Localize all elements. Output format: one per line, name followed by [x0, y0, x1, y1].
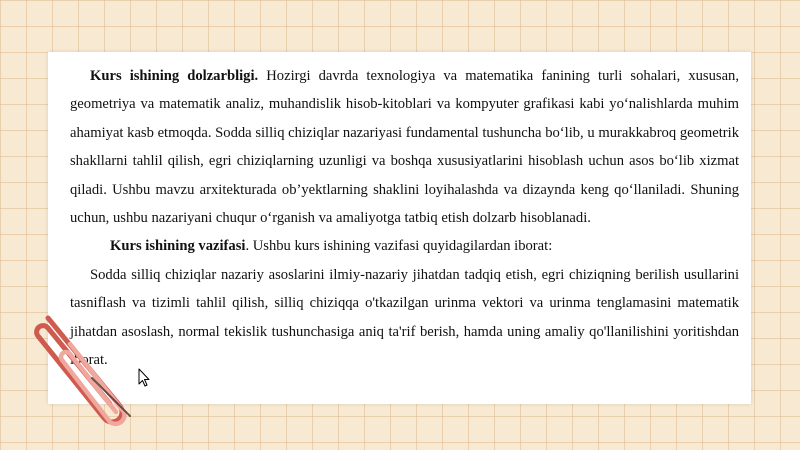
tasks-text: Sodda silliq chiziqlar nazariy asoslarini ilmiy-nazariy jihatdan tadqiq etish, egri chiziqning berilish usullarini tasniflash va tizimli tahlil qilish, silliq chiziqqa o'tkazilgan urinma vektori va urinma tenglamasini matematik jihatdan asoslash, normal tekislik tushunchasiga aniq ta'rif berish, hamda uning amaliy qo'llanilishini yoritishdan iborat. — [70, 266, 739, 369]
objectives-intro-text: . Ushbu kurs ishining vazifasi quyidagilardan iborat: — [245, 238, 553, 255]
paragraph-objectives — [70, 232, 739, 260]
paragraph-tasks — [70, 261, 739, 375]
document-body — [70, 62, 739, 374]
relevance-text: Hozirgi davrda texnologiya va matematika fanining turli sohalari, xususan, geometriya va matematik analiz, muhandislik hisob-kitoblari va kompyuter grafikasi kabi yo‘nalishlarda muhim ahamiyat kasb etmoqda. Sodda silliq chiziqlar nazariyasi fundamental tushuncha bo‘lib, u murakkabroq geometrik shakllarni tahlil qilish, egri chiziqlarning uzunligi va boshqa xususiyatlarini hisoblash uchun asos bo‘lib xizmat qiladi. Ushbu mavzu arxitekturada ob’yektlarning shaklini loyihalashda va dizaynda keng qo‘llaniladi. Shuning uchun, ushbu nazariyani chuqur o‘rganish va amaliyotga tatbiq etish dolzarb hisoblanadi. — [70, 68, 739, 227]
objectives-heading: Kurs ishining vazifasi — [110, 238, 246, 255]
relevance-heading: Kurs ishining dolzarbligi. — [90, 68, 259, 84]
paragraph-relevance — [70, 62, 739, 232]
